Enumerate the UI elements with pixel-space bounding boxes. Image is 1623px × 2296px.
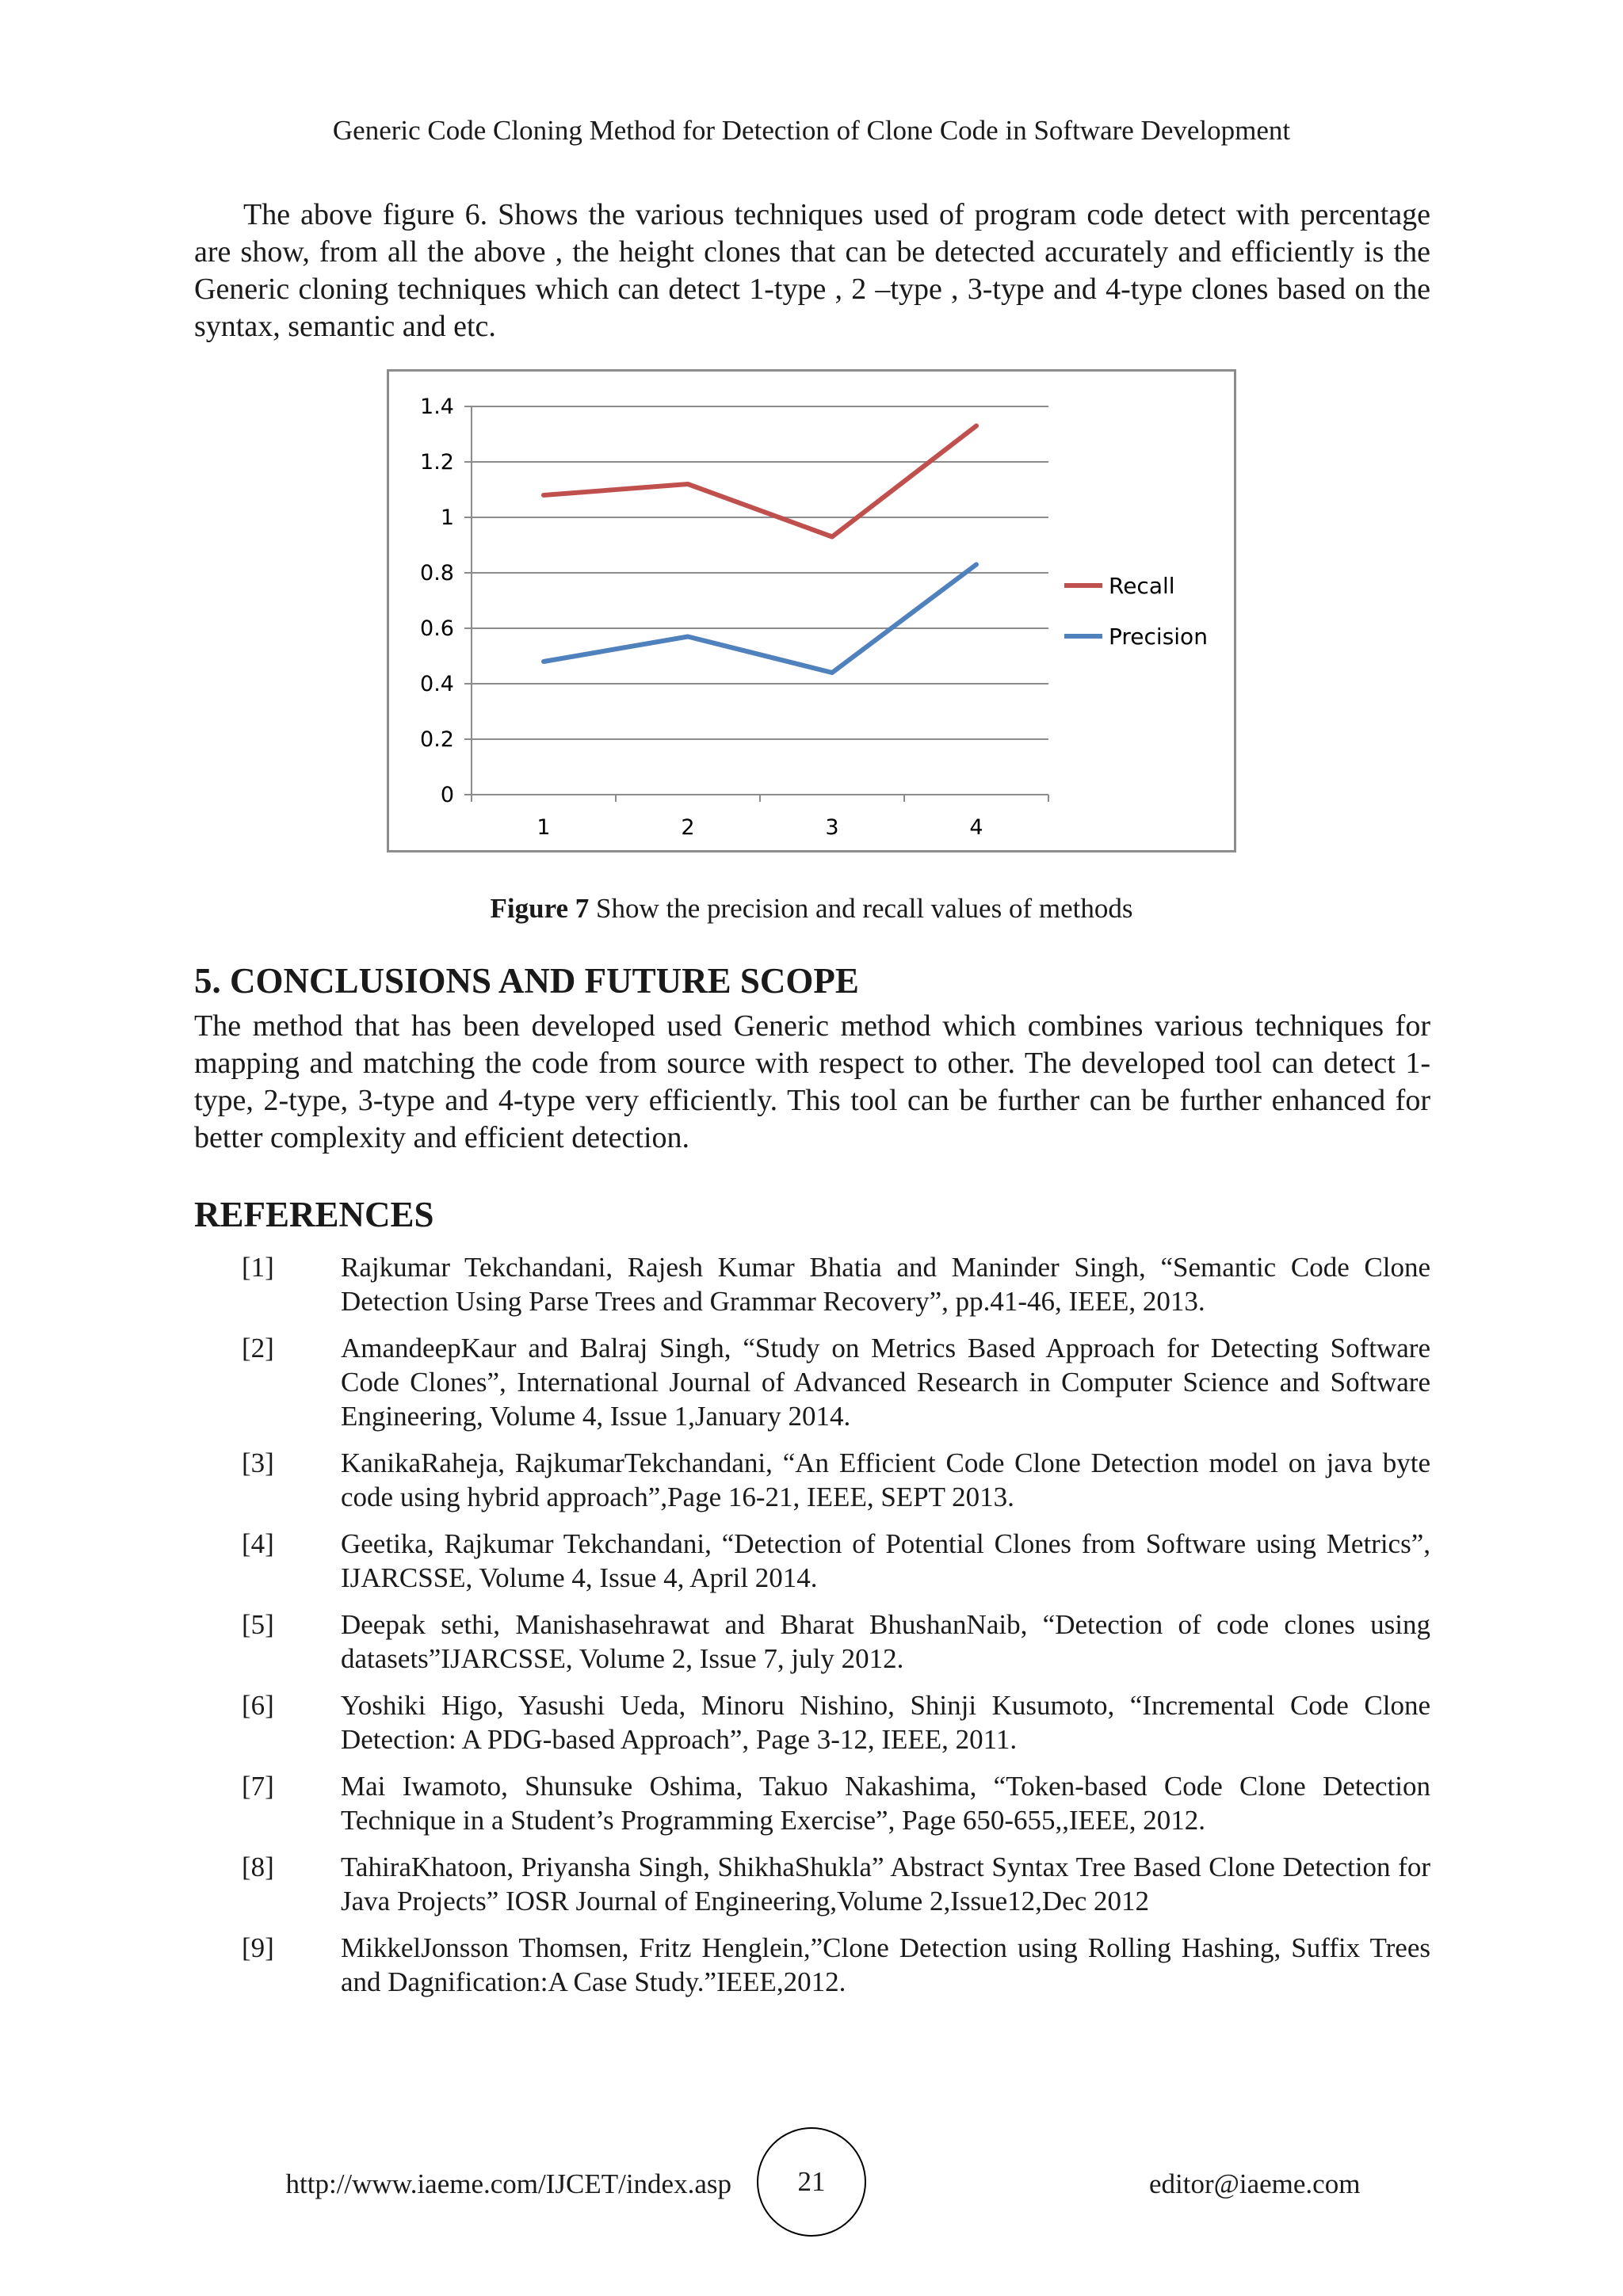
- x-tick-label: 4: [969, 815, 983, 840]
- series-line-recall: [544, 426, 976, 537]
- reference-text: Geetika, Rajkumar Tekchandani, “Detection of Potential Clones from Software using Metrics”, IJARCSSE, Volume 4, Issue 4, April 2014.: [341, 1528, 1430, 1593]
- reference-number: [7]: [242, 1771, 274, 1802]
- figure-7-chart: [387, 369, 1236, 852]
- figure-caption-label: Figure 7: [490, 893, 590, 924]
- reference-number: [1]: [242, 1252, 274, 1283]
- y-tick-label: 1.4: [420, 395, 454, 419]
- reference-text: MikkelJonsson Thomsen, Fritz Henglein,”Clone Detection using Rolling Hashing, Suffix Trees and Dagnification:A Case Study.”IEEE,2012.: [341, 1932, 1430, 1997]
- y-tick-label: 0.6: [420, 616, 454, 641]
- reference-number: [6]: [242, 1690, 274, 1721]
- figure-caption: [0, 891, 1623, 926]
- reference-text: Deepak sethi, Manishasehrawat and Bharat BhushanNaib, “Detection of code clones using datasets”IJARCSSE, Volume 2, Issue 7, july 2012.: [341, 1609, 1430, 1674]
- reference-item: [0, 1527, 1623, 1595]
- reference-text: Mai Iwamoto, Shunsuke Oshima, Takuo Nakashima, “Token-based Code Clone Detection Technique in a Student’s Programming Exercise”, Page 650-655,,IEEE, 2012.: [341, 1771, 1430, 1836]
- reference-item: [0, 1250, 1623, 1318]
- y-tick-label: 0.2: [420, 727, 454, 752]
- y-tick-label: 0: [440, 783, 454, 807]
- y-tick-label: 0.4: [420, 672, 454, 696]
- y-tick-label: 0.8: [420, 561, 454, 585]
- reference-text: TahiraKhatoon, Priyansha Singh, ShikhaShukla” Abstract Syntax Tree Based Clone Detection for Java Projects” IOSR Journal of Engineering,Volume 2,Issue12,Dec 2012: [341, 1852, 1430, 1917]
- y-tick-label: 1.2: [420, 450, 454, 475]
- reference-list: [0, 1250, 1623, 2012]
- footer-email-link[interactable]: editor@iaeme.com: [1149, 2168, 1361, 2199]
- reference-text: Yoshiki Higo, Yasushi Ueda, Minoru Nishino, Shinji Kusumoto, “Incremental Code Clone Detection: A PDG-based Approach”, Page 3-12, IEEE, 2011.: [341, 1690, 1430, 1755]
- reference-item: [0, 1769, 1623, 1837]
- reference-number: [5]: [242, 1609, 274, 1640]
- conclusions-paragraph: The method that has been developed used Generic method which combines various techniques for mapping and matching the code from source with respect to other. The developed tool can detect 1-type, 2-type, 3-type and 4-type very efficiently. This tool can be further can be further enhanced for better complexity and efficient detection.: [194, 1009, 1430, 1154]
- reference-item: [0, 1446, 1623, 1514]
- page-number-badge: [757, 2127, 866, 2237]
- reference-item: [0, 1608, 1623, 1676]
- reference-number: [4]: [242, 1528, 274, 1559]
- reference-number: [3]: [242, 1447, 274, 1478]
- legend-label-precision: Precision: [1109, 624, 1208, 650]
- reference-number: [2]: [242, 1333, 274, 1363]
- page-footer: [0, 2127, 1623, 2238]
- legend-label-recall: Recall: [1109, 573, 1175, 599]
- x-tick-label: 2: [681, 815, 695, 840]
- reference-text: Rajkumar Tekchandani, Rajesh Kumar Bhatia and Maninder Singh, “Semantic Code Clone Detection Using Parse Trees and Grammar Recovery”, pp.41-46, IEEE, 2013.: [341, 1252, 1430, 1317]
- reference-item: [0, 1688, 1623, 1756]
- x-tick-label: 1: [537, 815, 551, 840]
- reference-number: [8]: [242, 1852, 274, 1882]
- reference-item: [0, 1850, 1623, 1918]
- series-line-precision: [544, 565, 976, 673]
- x-tick-label: 3: [825, 815, 839, 840]
- intro-paragraph: The above figure 6. Shows the various techniques used of program code detect with percentage are show, from all the above , the height clones that can be detected accurately and efficiently is the Generic cloning techniques which can detect 1-type , 2 –type , 3-type and 4-type clones based on the syntax, semantic and etc.: [194, 198, 1430, 343]
- reference-number: [9]: [242, 1932, 274, 1963]
- footer-url-link[interactable]: http://www.iaeme.com/IJCET/index.asp: [285, 2168, 731, 2199]
- running-header: Generic Code Cloning Method for Detection of Clone Code in Software Development: [332, 115, 1291, 146]
- figure-caption-text: Show the precision and recall values of methods: [589, 893, 1133, 924]
- reference-item: [0, 1331, 1623, 1433]
- line-chart: [389, 372, 1234, 850]
- references-heading: REFERENCES: [194, 1195, 434, 1234]
- y-tick-label: 1: [440, 505, 454, 530]
- reference-item: [0, 1931, 1623, 1999]
- reference-text: KanikaRaheja, RajkumarTekchandani, “An Efficient Code Clone Detection model on java byte code using hybrid approach”,Page 16-21, IEEE, SEPT 2013.: [341, 1447, 1430, 1512]
- conclusions-heading: 5. CONCLUSIONS AND FUTURE SCOPE: [194, 961, 859, 1001]
- reference-text: AmandeepKaur and Balraj Singh, “Study on Metrics Based Approach for Detecting Software Code Clones”, International Journal of Advanced Research in Computer Science and Software Engineering, Volume 4, Issue 1,January 2014.: [341, 1333, 1430, 1432]
- page-number: 21: [797, 2166, 826, 2197]
